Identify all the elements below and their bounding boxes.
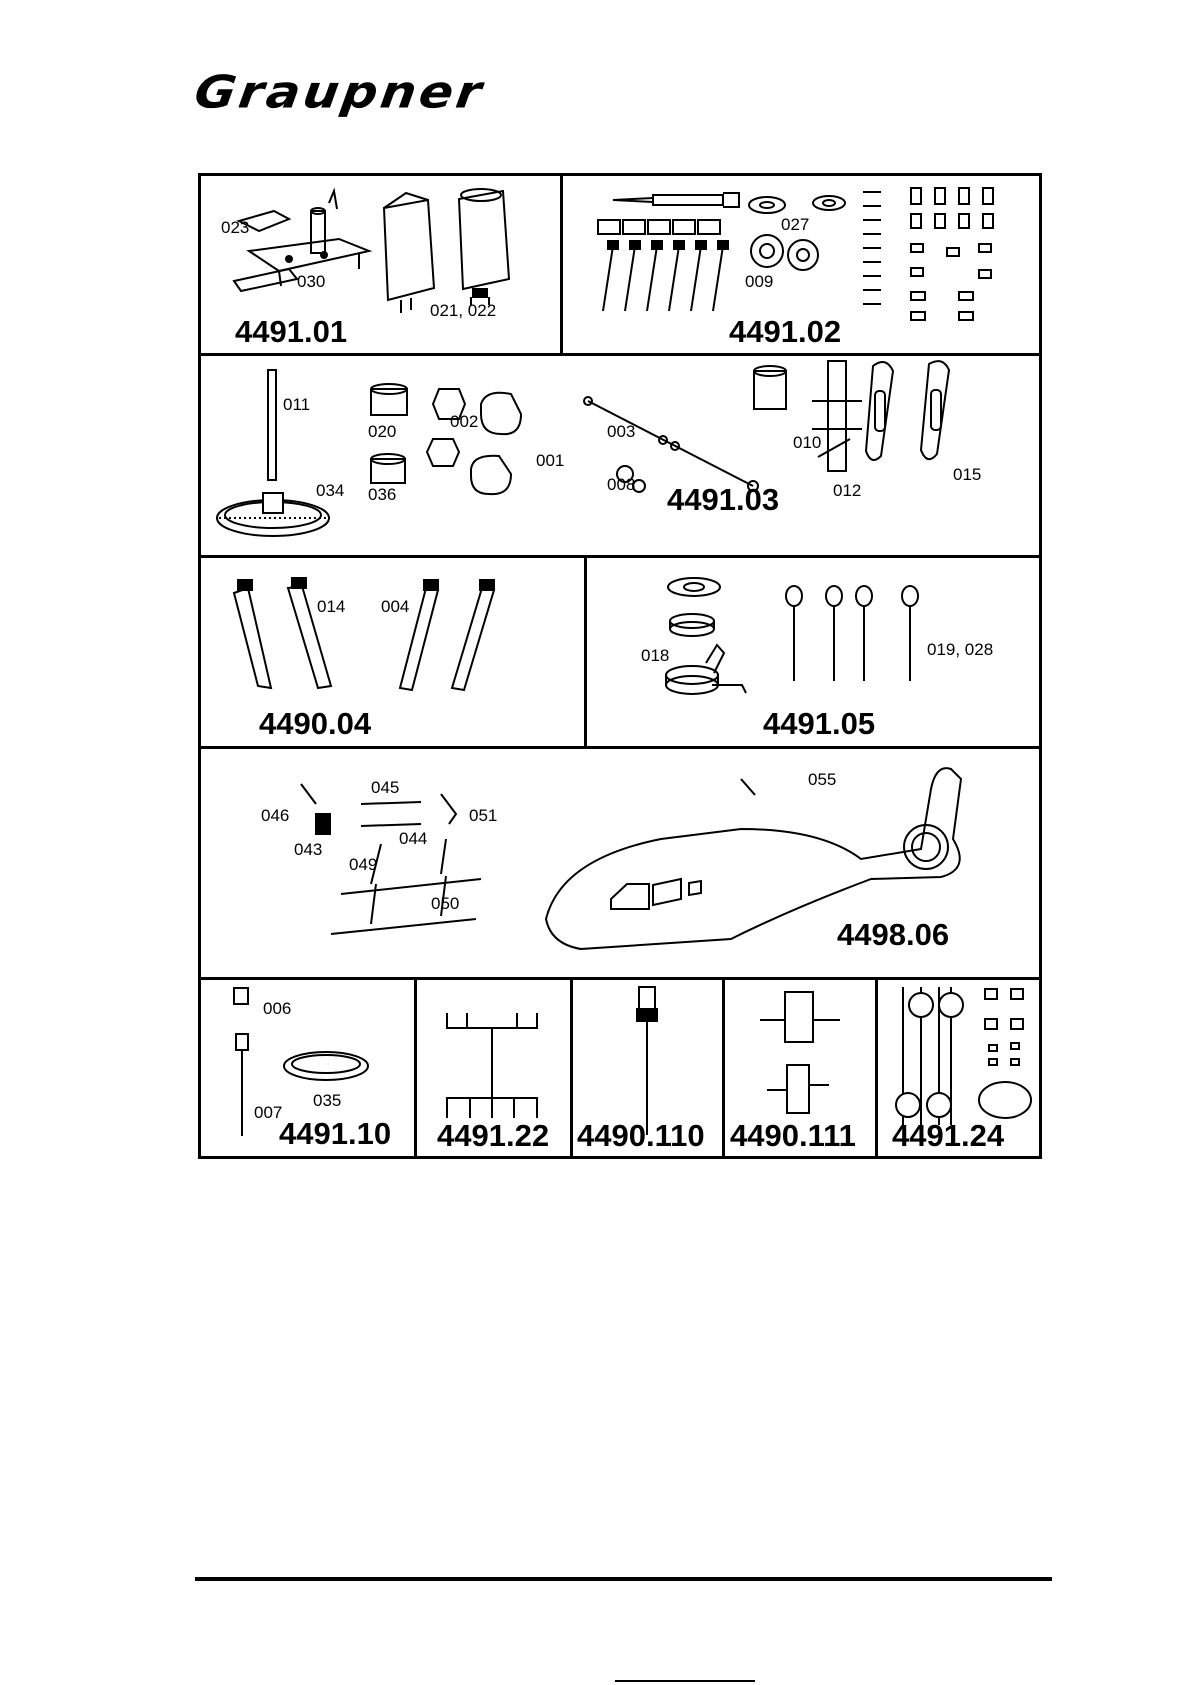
ball-links-drawing [593,216,733,316]
landing-gear-drawing [281,774,511,944]
part-label-021-022: 021, 022 [430,301,497,320]
part-label-014: 014 [317,597,346,616]
part-label-043: 043 [294,840,323,859]
set-number-4491-05: 4491.05 [763,706,876,741]
part-label-009: 009 [745,272,774,291]
part-label-010: 010 [793,433,822,452]
flybar-weights-drawing [893,985,1033,1125]
set-4490-110 [573,980,722,1156]
grip-arms-drawing [861,356,971,476]
set-number-4491-03: 4491.03 [667,482,780,517]
set-number-4490-110: 4490.110 [577,1118,705,1153]
set-4490-04 [201,558,584,746]
brand-logo-text: Graupner [191,65,488,119]
set-4491-01 [201,176,560,353]
brand-logo [191,62,488,122]
set-number-4490-04: 4490.04 [259,706,372,741]
part-label-045: 045 [371,778,400,797]
set-number-4490-111: 4490.111 [730,1118,856,1153]
set-4491-03 [201,356,1039,555]
part-label-007: 007 [254,1103,283,1122]
part-label-035: 035 [313,1091,342,1110]
part-label-023: 023 [221,218,250,237]
spare-parts-grid [198,173,1042,1159]
page-edge-trace [615,1680,755,1682]
part-label-006: 006 [263,999,292,1018]
set-number-4491-22: 4491.22 [437,1118,550,1153]
ball-links-drawing [782,586,922,686]
rotor-hub-drawing [755,990,845,1120]
part-label-020: 020 [368,422,397,441]
set-4491-05 [587,558,1039,746]
part-label-027: 027 [781,215,810,234]
part-label-019-028: 019, 028 [927,640,994,659]
part-label-004: 004 [381,597,410,616]
part-label-036: 036 [368,485,397,504]
part-label-046: 046 [261,806,290,825]
part-label-011: 011 [283,395,311,414]
part-label-049: 049 [349,855,378,874]
set-number-4491-01: 4491.01 [235,314,348,349]
set-number-4491-24: 4491.24 [892,1118,1005,1153]
screws-drawing [863,184,1023,324]
part-label-008: 008 [607,475,636,494]
rotor-blades-drawing [226,578,506,693]
screwdriver-drawing [613,190,743,210]
part-label-012: 012 [833,481,862,500]
part-label-055: 055 [808,770,837,789]
part-label-002: 002 [450,412,479,431]
set-4491-22 [417,980,570,1156]
part-label-050: 050 [431,894,460,913]
part-label-030: 030 [297,272,326,291]
part-label-044: 044 [399,829,428,848]
motor-drawing [376,188,436,318]
swashplate-drawing [662,573,752,713]
set-number-4491-02: 4491.02 [729,314,842,349]
main-shaft-gear-drawing [213,368,338,538]
set-number-4491-10: 4491.10 [279,1116,392,1151]
part-label-001: 001 [536,451,565,470]
tail-shaft-gear-drawing [226,986,376,1136]
main-shaft-drawing [633,985,663,1135]
part-label-003: 003 [607,422,636,441]
flybar-frame-drawing [442,1008,542,1118]
set-4490-111 [725,980,875,1156]
part-label-034: 034 [316,481,345,500]
set-4491-02 [563,176,1039,353]
set-4491-10 [201,980,414,1156]
part-label-015: 015 [953,465,982,484]
set-number-4498-06: 4498.06 [837,917,950,952]
motor-drawing [453,181,513,311]
part-label-018: 018 [641,646,670,665]
set-4498-06 [201,749,1039,977]
set-4491-24 [878,980,1039,1156]
part-label-051: 051 [469,806,498,825]
footer-rule [195,1577,1052,1581]
swashplate-base-drawing [219,191,369,301]
